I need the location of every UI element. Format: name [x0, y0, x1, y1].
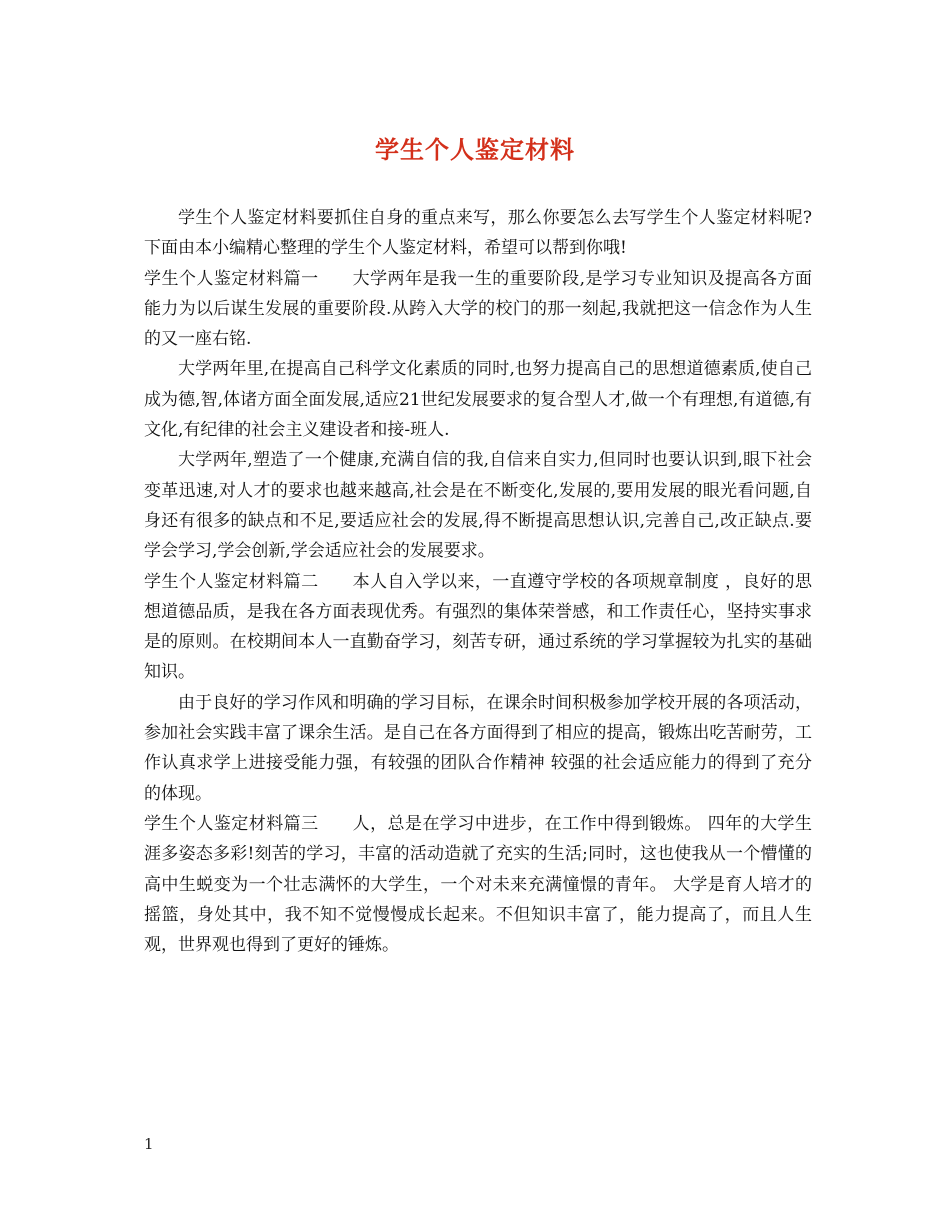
document-title: 学生个人鉴定材料	[375, 136, 575, 164]
page-number: 1	[144, 1135, 154, 1153]
section-2-label: 学生个人鉴定材料篇二	[144, 571, 319, 592]
section-1-first-text: 大学两年是我一生的重要阶段,是学习专业知识及提高各方面能力为以后谋生发展的重要阶段.从跨入大学的校门的那一刻起,我就把这一信念作为人生的又一座右铭.	[144, 268, 812, 350]
section-2-first-text: 本人自入学以来，一直遵守学校的各项规章制度 ，良好的思想道德品质，是我在各方面表现优秀。有强烈的集体荣誉感，和工作责任心，坚持实事求是的原则。在校期间本人一直勤奋学习，刻苦专研，通过系统的学习掌握较为扎实的基础知识。	[144, 571, 812, 683]
section-2-paragraph: 由于良好的学习作风和明确的学习目标，在课余时间积极参加学校开展的各项活动，参加社会实践丰富了课余生活。是自己在各方面得到了相应的提高，锻炼出吃苦耐劳，工作认真求学上进接受能力强，有较强的团队合作精神 较强的社会适应能力的得到了充分的体现。	[144, 692, 812, 804]
section-3-first-text: 人，总是在学习中进步，在工作中得到锻炼。 四年的大学生涯多姿态多彩!刻苦的学习，丰富的活动造就了充实的生活;同时，这也使我从一个懵懂的高中生蜕变为一个壮志满怀的大学生，一个对未来充满憧憬的青年。 大学是育人培才的摇篮，身处其中，我不知不觉慢慢成长起来。不但知识丰富了，能力提高了，而且人生观，世界观也得到了更好的锤炼。	[144, 813, 812, 956]
section-2-opening	[144, 567, 812, 688]
section-3-opening	[144, 809, 812, 960]
section-3-label: 学生个人鉴定材料篇三	[144, 813, 319, 834]
section-1-label: 学生个人鉴定材料篇一	[144, 268, 319, 289]
section-1-paragraph: 大学两年,塑造了一个健康,充满自信的我,自信来自实力,但同时也要认识到,眼下社会变革迅速,对人才的要求也越来越高,社会是在不断变化,发展的,要用发展的眼光看问题,自身还有很多的缺点和不足,要适应社会的发展,得不断提高思想认识,完善自己,改正缺点.要学会学习,学会创新,学会适应社会的发展要求。	[144, 450, 812, 562]
section-1-paragraph: 大学两年里,在提高自己科学文化素质的同时,也努力提高自己的思想道德素质,使自己成为德,智,体诸方面全面发展,适应21世纪发展要求的复合型人才,做一个有理想,有道德,有文化,有纪律的社会主义建设者和接-班人.	[144, 359, 812, 441]
document-body	[144, 203, 812, 960]
section-1-opening	[144, 264, 812, 355]
intro-paragraph: 学生个人鉴定材料要抓住自身的重点来写，那么你要怎么去写学生个人鉴定材料呢?下面由本小编精心整理的学生个人鉴定材料，希望可以帮到你哦!	[144, 208, 812, 259]
